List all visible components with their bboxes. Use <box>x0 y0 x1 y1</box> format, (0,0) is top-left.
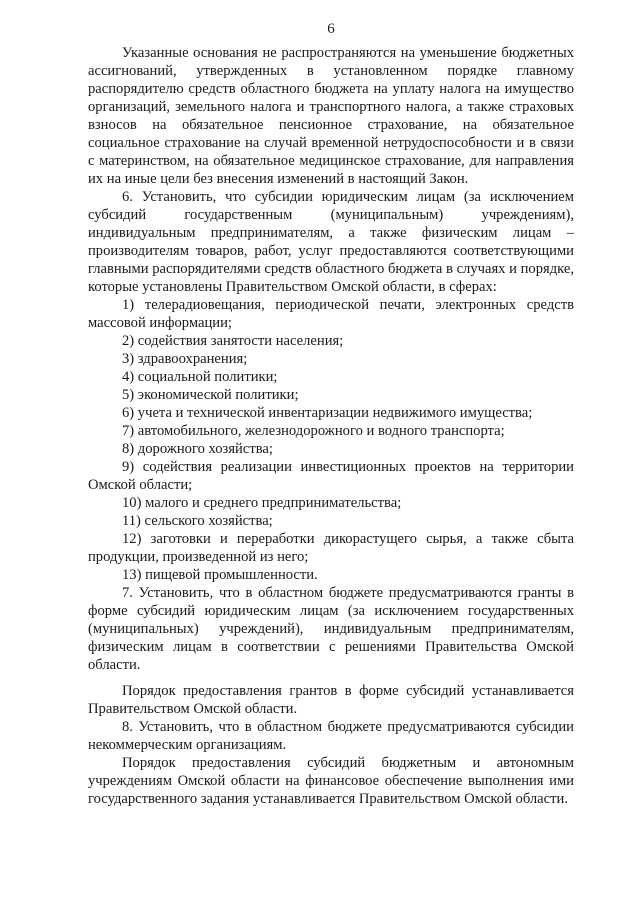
paragraph-8-nonprofit: 8. Установить, что в областном бюджете предусматриваются субсидии некоммерческим организациям. <box>88 719 574 753</box>
list-item-10: 10) малого и среднего предпринимательства; <box>122 495 402 511</box>
list-item-2: 2) содействия занятости населения; <box>122 333 344 349</box>
list-item-8: 8) дорожного хозяйства; <box>122 441 273 457</box>
list-item-13: 13) пищевой промышленности. <box>122 567 318 583</box>
list-item-3: 3) здравоохранения; <box>122 351 248 367</box>
page-number: 6 <box>327 21 335 37</box>
list-item-6: 6) учета и технической инвентаризации недвижимого имущества; <box>122 405 533 421</box>
list-item-9: 9) содействия реализации инвестиционных проектов на территории Омской области; <box>88 459 574 493</box>
list-item-7: 7) автомобильного, железнодорожного и водного транспорта; <box>122 423 505 439</box>
paragraph-7-grants: 7. Установить, что в областном бюджете предусматриваются гранты в форме субсидий юридическим лицам (за исключением государственных (муниципальных) учреждений), индивидуальным предпринимателям, физическим лицам в соответствии с решениями Правительства Омской области. <box>88 585 574 673</box>
list-item-11: 11) сельского хозяйства; <box>122 513 273 529</box>
paragraph-6-subsidies: 6. Установить, что субсидии юридическим лицам (за исключением субсидий государственным (муниципальным) учреждениям), индивидуальным предпринимателям, а также физическим лицам – производителям товаров, работ, услуг предоставляются соответствующими главными распорядителями средств областного бюджета в случаях и порядке, которые установлены Правительством Омской области, в сферах: <box>88 189 574 295</box>
paragraph-budget-reasons: Указанные основания не распространяются на уменьшение бюджетных ассигнований, утвержденных в установленном порядке главному распорядителю средств областного бюджета на уплату налога на имущество организаций, земельного налога и транспортного налога, а также страховых взносов на обязательное пенсионное страхование, на обязательное социальное страхование на случай временной нетрудоспособности и в связи с материнством, на обязательное медицинское страхование, для направления их на иные цели без внесения изменений в настоящий Закон. <box>88 45 574 187</box>
document-body <box>88 44 574 808</box>
paragraph-grants-procedure: Порядок предоставления грантов в форме субсидий устанавливается Правительством Омской области. <box>88 683 574 717</box>
list-item-12: 12) заготовки и переработки дикорастущего сырья, а также сбыта продукции, произведенной из него; <box>88 531 574 565</box>
list-item-1: 1) телерадиовещания, периодической печати, электронных средств массовой информации; <box>88 297 574 331</box>
list-item-4: 4) социальной политики; <box>122 369 278 385</box>
paragraph-subsidies-procedure: Порядок предоставления субсидий бюджетным и автономным учреждениям Омской области на финансовое обеспечение выполнения ими государственного задания устанавливается Правительством Омской области. <box>88 755 574 807</box>
list-item-5: 5) экономической политики; <box>122 387 299 403</box>
